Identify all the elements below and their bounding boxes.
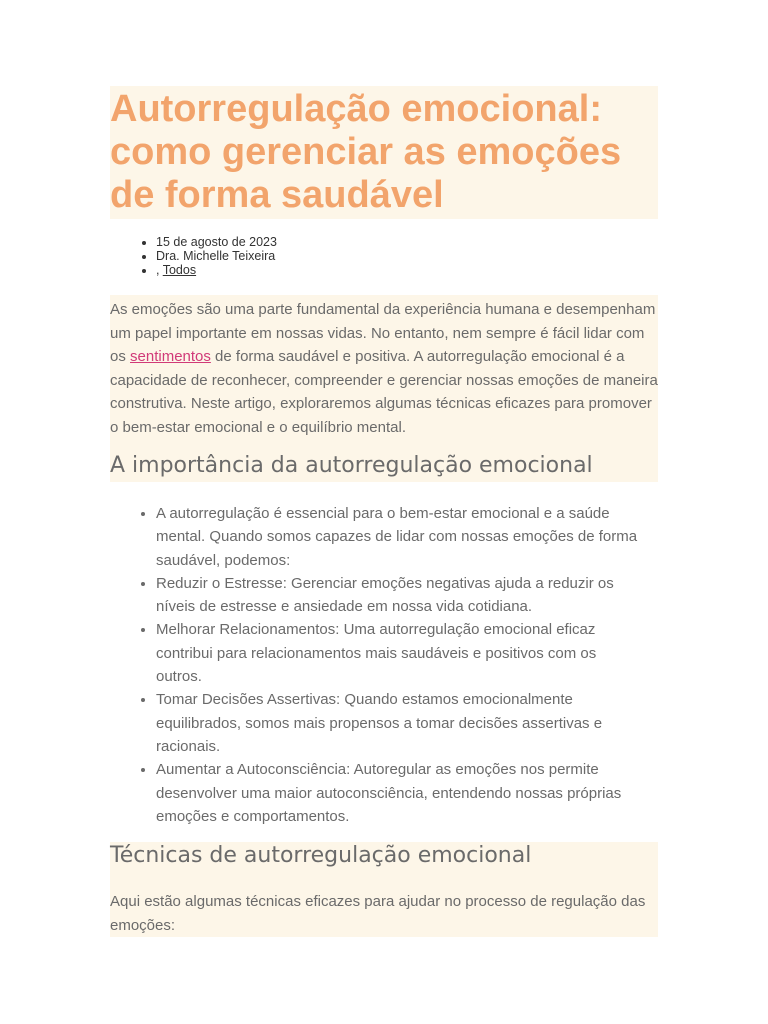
section-heading-importance: A importância da autorregulação emocional [110,453,593,478]
category-link[interactable]: Todos [162,263,197,277]
section-heading-techniques: Técnicas de autorregulação emocional [110,843,532,869]
list-item: • Aumentar a Autoconsciência: Autoregular as emoções nos permite desenvolver uma maior autoconsciência, entendendo nossas próprias emoções e comportamentos. [156,758,658,828]
intro-text-end: de forma saudável e positiva. A autorregulação emocional é a capacidade de reconhecer, compreender e gerenciar nossas emoções de maneira construtiva. Neste artigo, exploraremos algumas técnicas eficazes para promover o bem-estar emocional e o equilíbrio mental. [110,348,658,436]
meta-category-prefix: , [156,263,163,277]
meta-category [156,263,658,277]
intro-block [110,295,658,482]
list-item: • Reduzir o Estresse: Gerenciar emoções negativas ajuda a reduzir os níveis de estresse e ansiedade em nossa vida cotidiana. [156,572,658,619]
list-item: • Tomar Decisões Assertivas: Quando estamos emocionalmente equilibrados, somos mais propensos a tomar decisões assertivas e racionais. [156,688,658,758]
article-meta [110,235,658,277]
meta-author: • Dra. Michelle Teixeira [156,249,658,263]
intro-paragraph [110,298,658,439]
article [110,86,658,937]
importance-list [110,502,658,828]
intro-text-start: As emoções são uma parte fundamental da experiência humana e desempenham um papel importante em nossas vidas. No entanto, nem sempre é fácil lidar com os [110,301,656,365]
list-item: • Melhorar Relacionamentos: Uma autorregulação emocional eficaz contribui para relacionamentos mais saudáveis e positivos com os outros. [156,618,658,688]
list-item: • A autorregulação é essencial para o bem-estar emocional e a saúde mental. Quando somos capazes de lidar com nossas emoções de forma saudável, podemos: [156,502,658,572]
meta-date: • 15 de agosto de 2023 [156,235,658,249]
techniques-intro: Aqui estão algumas técnicas eficazes para ajudar no processo de regulação das emoções: [110,893,646,934]
article-title: Autorregulação emocional: como gerenciar as emoções de forma saudável [110,88,622,216]
title-block [110,86,658,219]
techniques-block [110,842,658,937]
sentimentos-link[interactable]: sentimentos [130,348,211,365]
